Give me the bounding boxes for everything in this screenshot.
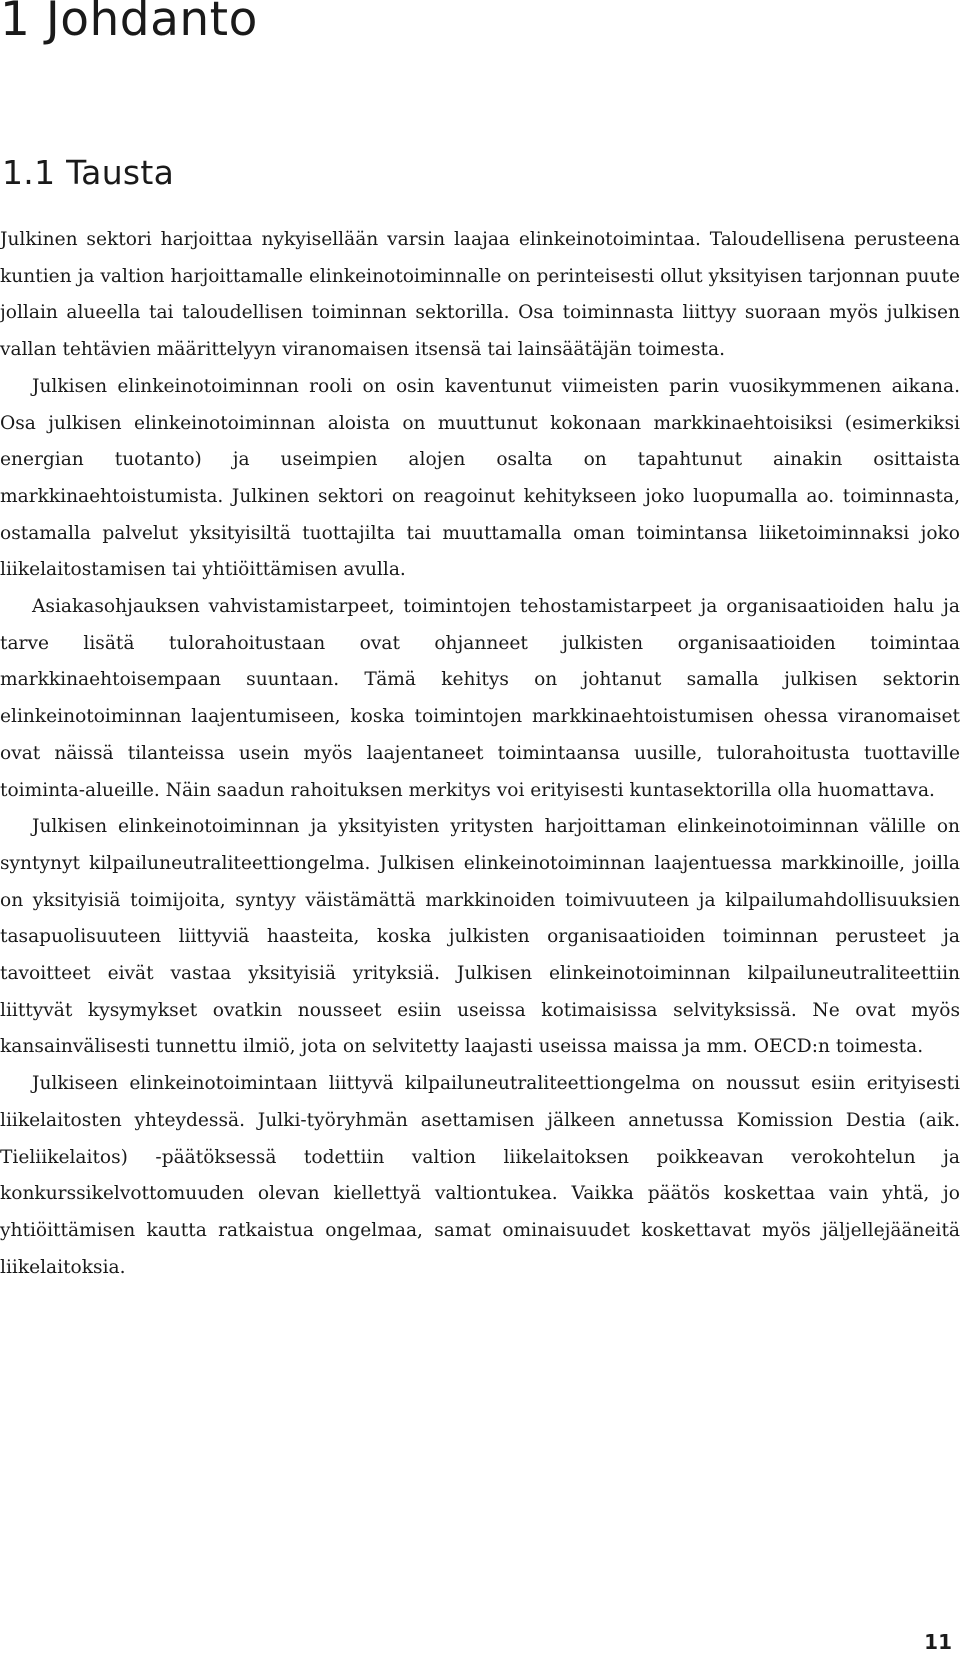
body-text [0,222,960,1286]
section-heading: 1.1 Tausta [2,153,175,192]
page-number: 11 [924,1630,952,1654]
paragraph: Asiakasohjauksen vahvistamistarpeet, toimintojen tehostamistarpeet ja organisaatioiden halu ja tarve lisätä tulorahoitustaan ovat ohjanneet julkisten organisaatioiden toimintaa markkinaehtoisempaan suuntaan. Tämä kehitys on johtanut samalla julkisen sektorin elinkeinotoiminnan laajentumiseen, koska toimintojen markkinaehtoistumisen ohessa viranomaiset ovat näissä tilanteissa usein myös laajentaneet toimintaansa uusille, tulorahoitusta tuottaville toiminta-alueille. Näin saadun rahoituksen merkitys voi erityisesti kuntasektorilla olla huomattava. [0,596,960,801]
paragraph: Julkisen elinkeinotoiminnan rooli on osin kaventunut viimeisten parin vuosikymmenen aikana. Osa julkisen elinkeinotoiminnan aloista on muuttunut kokonaan markkinaehtoisiksi (esimerkiksi energian tuotanto) ja useimpien alojen osalta on tapahtunut ainakin osittaista markkinaehtoistumista. Julkinen sektori on reagoinut kehitykseen joko luopumalla ao. toiminnasta, ostamalla palvelut yksityisiltä tuottajilta tai muuttamalla oman toimintansa liiketoiminnaksi joko liikelaitostamisen tai yhtiöittämisen avulla. [0,375,960,581]
paragraph: Julkisen elinkeinotoiminnan ja yksityisten yritysten harjoittaman elinkeinotoiminnan välille on syntynyt kilpailuneutraliteettiongelma. Julkisen elinkeinotoiminnan laajentuessa markkinoille, joilla on yksityisiä toimijoita, syntyy väistämättä markkinoiden toimivuuteen ja kilpailumahdollisuuksien tasapuolisuuteen liittyviä haasteita, koska julkisten organisaatioiden toiminnan perusteet ja tavoitteet eivät vastaa yksityisiä yrityksiä. Julkisen elinkeinotoiminnan kilpailuneutraliteettiin liittyvät kysymykset ovatkin nousseet esiin useissa kotimaisissa selvityksissä. Ne ovat myös kansainvälisesti tunnettu ilmiö, jota on selvitetty laajasti useissa maissa ja mm. OECD:n toimesta. [0,816,960,1058]
chapter-heading: 1 Johdanto [0,0,258,47]
paragraph: Julkiseen elinkeinotoimintaan liittyvä kilpailuneutraliteettiongelma on noussut esiin erityisesti liikelaitosten yhteydessä. Julki-työryhmän asettamisen jälkeen annetussa Komission Destia (aik. Tieliikelaitos) -päätöksessä todettiin valtion liikelaitoksen poikkeavan verokohtelun ja konkurssikelvottomuuden olevan kiellettyä valtiontukea. Vaikka päätös koskettaa vain yhtä, jo yhtiöittämisen kautta ratkaistua ongelmaa, samat ominaisuudet koskettavat myös jäljellejääneitä liikelaitoksia. [0,1073,960,1278]
paragraph: Julkinen sektori harjoittaa nykyisellään varsin laajaa elinkeinotoimintaa. Taloudellisena perusteena kuntien ja valtion harjoittamalle elinkeinotoiminnalle on perinteisesti ollut yksityisen tarjonnan puute jollain alueella tai taloudellisen toiminnan sektorilla. Osa toiminnasta liittyy suoraan myös julkisen vallan tehtävien määrittelyyn viranomaisen itsensä tai lainsäätäjän toimesta. [0,229,960,361]
